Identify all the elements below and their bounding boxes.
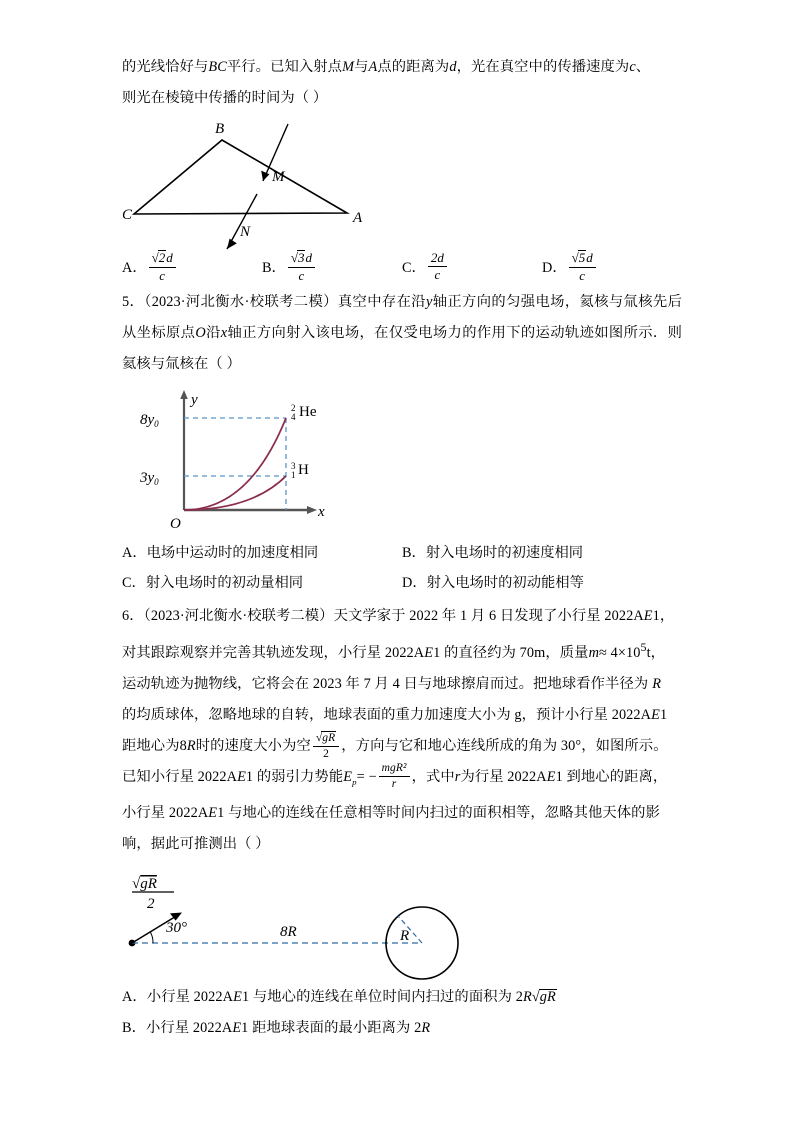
- q6-line6-eq: = −: [356, 768, 377, 785]
- q6-stem-line6: [122, 762, 682, 798]
- q4-option-c[interactable]: [402, 249, 542, 284]
- q4-option-d-label: D．: [542, 259, 567, 276]
- q6-potential-energy-symbol: $E_p$: [343, 768, 357, 787]
- q4-a-label: A: [368, 59, 378, 75]
- q6-option-a-prefix: A．小行星 2022A: [122, 988, 234, 1005]
- prism-triangle-svg: [122, 118, 412, 251]
- q5-source: ．（2023·河北衡水·校联考二模）: [129, 294, 338, 311]
- q6-pe-numerator: mgR²: [379, 762, 410, 777]
- q6-velocity-fraction: [313, 731, 339, 761]
- q4-option-d-denominator: c: [579, 267, 586, 283]
- vertex-label-c: C: [122, 207, 133, 223]
- q6-option-a-e: E: [233, 988, 242, 1005]
- q5-axis-x: x: [220, 325, 228, 342]
- q6-velocity-numerator: √gR: [313, 731, 339, 747]
- q4-option-c-label: C．: [402, 259, 426, 276]
- q6-option-b-mid: 1 距地球表面的最小距离为 2: [241, 1019, 422, 1036]
- curve-label-hydrogen: $^3$ 1 H: [291, 461, 309, 481]
- triangle-outline: [134, 140, 347, 214]
- q5-body-3: 沿: [205, 325, 221, 342]
- q6-line1-a: 天文学家于 2022 年 1 月 6 日发现了小行星 2022A: [333, 608, 644, 625]
- q6-line5-c: ，方向与它和地心连线所成的角为 30°，如图所示。: [341, 737, 668, 754]
- earth-radius-label: R: [400, 927, 410, 944]
- q6-radius-symbol: R: [652, 675, 662, 692]
- q5-body-2: 轴正方向的匀强电场，氦核与氚核先后从坐标原点: [122, 294, 682, 342]
- asteroid-earth-diagram: [122, 870, 682, 982]
- q6-option-a-sqrt: √gR: [531, 988, 556, 1005]
- q6-line5-R: R: [186, 737, 196, 754]
- y-tick-3y0: $3y_0$: [140, 470, 159, 488]
- distance-label-8r: 8R: [280, 923, 297, 940]
- q6-line6-c: ，式中: [411, 768, 455, 785]
- point-label-m: M: [272, 169, 285, 185]
- q4-option-d-numerator: √5d: [569, 250, 596, 268]
- q6-distance-symbol-r: r: [454, 768, 461, 785]
- q5-options-row-2: [122, 568, 682, 598]
- q6-option-b[interactable]: [122, 1013, 682, 1044]
- q6-stem-line2: [122, 632, 682, 669]
- q6-mass-exponent: 5: [640, 640, 647, 655]
- q6-velocity-denominator: 2: [323, 747, 329, 760]
- q6-mass-symbol: m: [588, 644, 600, 661]
- q5-option-a[interactable]: A．电场中运动时的加速度相同: [122, 545, 319, 562]
- q4-continuation-line1: [122, 52, 682, 83]
- y-axis-label: y: [191, 392, 198, 409]
- q4-option-a-fraction: [149, 250, 176, 283]
- q6-option-a-R: R: [522, 988, 532, 1005]
- q5-number: 5: [122, 294, 130, 311]
- vertex-label-b: B: [215, 121, 225, 137]
- curve-helium: [184, 418, 286, 510]
- q4-option-c-fraction: [428, 251, 447, 283]
- q6-option-a-mid: 1 与地心的连线在单位时间内扫过的面积为 2: [241, 988, 523, 1005]
- q6-line7-e: E: [208, 804, 218, 821]
- point-label-n: N: [240, 224, 251, 240]
- q4-option-b-denominator: c: [298, 267, 305, 283]
- q6-line4-e: E: [651, 706, 660, 723]
- q6-mass-unit: t，: [646, 644, 666, 661]
- q6-line2-a: 对其跟踪观察并完善其轨迹发现，小行星 2022A: [122, 644, 425, 661]
- q6-line5-a: 距地心为8: [122, 737, 187, 754]
- q6-line1-b: 1，: [652, 608, 675, 625]
- q6-stem-line3: [122, 669, 682, 700]
- q6-line6-e3: 1 到地心的距离，: [555, 768, 668, 785]
- angle-label: 30°: [166, 919, 187, 936]
- q4-d-label: d: [449, 59, 457, 75]
- exit-ray-arrowhead: [227, 239, 237, 249]
- q6-option-b-e: E: [232, 1019, 242, 1036]
- q4-text-a: 的光线恰好与: [122, 59, 209, 75]
- q4-continuation-line2: 则光在棱镜中传播的时间为（ ）: [122, 90, 328, 106]
- q6-line2-e: E: [424, 644, 434, 661]
- q4-bc-label: BC: [208, 59, 227, 75]
- q5-stem: [122, 287, 682, 380]
- q5-option-c[interactable]: C．射入电场时的初动量相同: [122, 575, 304, 592]
- q6-line3-a: 运动轨迹为抛物线，它将会在 2023 年 7 月 4 日与地球擦肩而过。把地球看作半径为: [122, 675, 649, 692]
- q4-text-b: 平行。已知入射点: [226, 59, 343, 75]
- x-axis-arrowhead: [307, 506, 317, 514]
- velocity-label-group: [132, 876, 174, 912]
- q6-number: 6: [122, 608, 130, 625]
- q4-text-e: ，光在真空中的传播速度为: [456, 59, 630, 75]
- q6-line6-d: 为行星 2022A: [460, 768, 547, 785]
- q4-option-d-fraction: [569, 250, 596, 283]
- q4-text-f: 、: [635, 59, 651, 75]
- q4-option-d[interactable]: [542, 251, 682, 284]
- vertex-label-a: A: [353, 210, 363, 226]
- q6-stem-line5: [122, 731, 682, 762]
- q5-origin-o: O: [195, 325, 206, 342]
- q5-body-4: 轴正方向射入该电场，在仅受电场力的作用下的运动轨迹如图所示．则氦核与氚核在（ ）: [122, 325, 682, 373]
- velocity-numerator-label: √gR: [132, 875, 157, 892]
- q4-option-c-denominator: c: [434, 267, 441, 283]
- asteroid-earth-svg: [122, 870, 482, 982]
- q4-options-row: [122, 251, 682, 284]
- q6-line6-a: 已知小行星 2022A: [122, 768, 238, 785]
- electric-field-trajectory-graph: [122, 388, 682, 538]
- prism-triangle-diagram: [122, 118, 682, 251]
- q6-line6-b: 1 的弱引力势能: [245, 768, 344, 785]
- incident-ray-arrowhead: [261, 171, 269, 181]
- q6-line4-b: 1: [659, 706, 668, 723]
- y-tick-8y0: $8y_0$: [140, 412, 159, 430]
- q4-option-a-numerator: √2d: [149, 250, 176, 268]
- origin-label-o: O: [170, 516, 181, 533]
- q6-option-b-prefix: B．小行星 2022A: [122, 1019, 233, 1036]
- q6-stem-line1: [122, 601, 682, 632]
- q5-option-d[interactable]: D．射入电场时的初动能相等: [402, 575, 584, 592]
- document-content: [122, 52, 682, 1044]
- q4-text-c: 与: [354, 59, 369, 75]
- q4-m-label: M: [342, 59, 355, 75]
- q4-option-b-fraction: [288, 250, 315, 283]
- q4-option-c-numerator: 2d: [428, 251, 447, 268]
- angle-arc: [151, 932, 154, 943]
- q6-line7-b: 1 与地心的连线在任意相等时间内扫过的面积相等，忽略其他天体的影: [217, 804, 660, 821]
- curve-label-helium: $^2$ 4 He: [291, 403, 317, 423]
- q6-line6-e2: E: [546, 768, 556, 785]
- q4-option-b-label: B．: [262, 259, 286, 276]
- q6-line7-a: 小行星 2022A: [122, 804, 209, 821]
- q5-options-row-1: [122, 538, 682, 568]
- q6-mass-value: ≈ 4×10: [599, 644, 641, 661]
- q5-body-1: 真空中存在沿: [337, 294, 426, 311]
- q6-pe-denominator: r: [391, 778, 397, 791]
- q6-line5-b: 时的速度大小为空: [195, 737, 311, 754]
- q6-stem-line4: [122, 700, 682, 731]
- x-axis-label: x: [318, 504, 325, 521]
- q4-option-a-denominator: c: [159, 267, 166, 283]
- q6-line6-e: E: [237, 768, 246, 785]
- q5-option-b[interactable]: B．射入电场时的初速度相同: [402, 545, 584, 562]
- q6-stem-line7: [122, 798, 682, 829]
- trajectory-graph-svg: [122, 388, 422, 538]
- y-axis-arrowhead: [180, 390, 188, 399]
- q6-potential-energy-fraction: [379, 762, 410, 791]
- q6-line2-b: 1 的直径约为 70m，质量: [433, 644, 589, 661]
- q6-option-a[interactable]: [122, 982, 682, 1013]
- q6-source: ．（2023·河北衡水·校联考二模）: [129, 608, 334, 625]
- velocity-denominator-label: 2: [147, 895, 155, 912]
- q6-line4-a: 的均质球体，忽略地球的自转，地球表面的重力加速度大小为 g，预计小行星 2022A: [122, 706, 652, 723]
- q4-text-d: 点的距离为: [377, 59, 450, 75]
- q6-line1-e: E: [643, 608, 653, 625]
- q4-option-b-numerator: √3d: [288, 250, 315, 268]
- q4-option-b[interactable]: [262, 251, 402, 284]
- q4-option-a-label: A．: [122, 259, 147, 276]
- q4-option-a[interactable]: [122, 251, 262, 284]
- q5-axis-y: y: [425, 294, 433, 311]
- q4-c-label: c: [629, 59, 636, 75]
- q6-stem-line8: 响，据此可推测出（ ）: [122, 835, 270, 852]
- q6-option-b-R: R: [421, 1019, 431, 1036]
